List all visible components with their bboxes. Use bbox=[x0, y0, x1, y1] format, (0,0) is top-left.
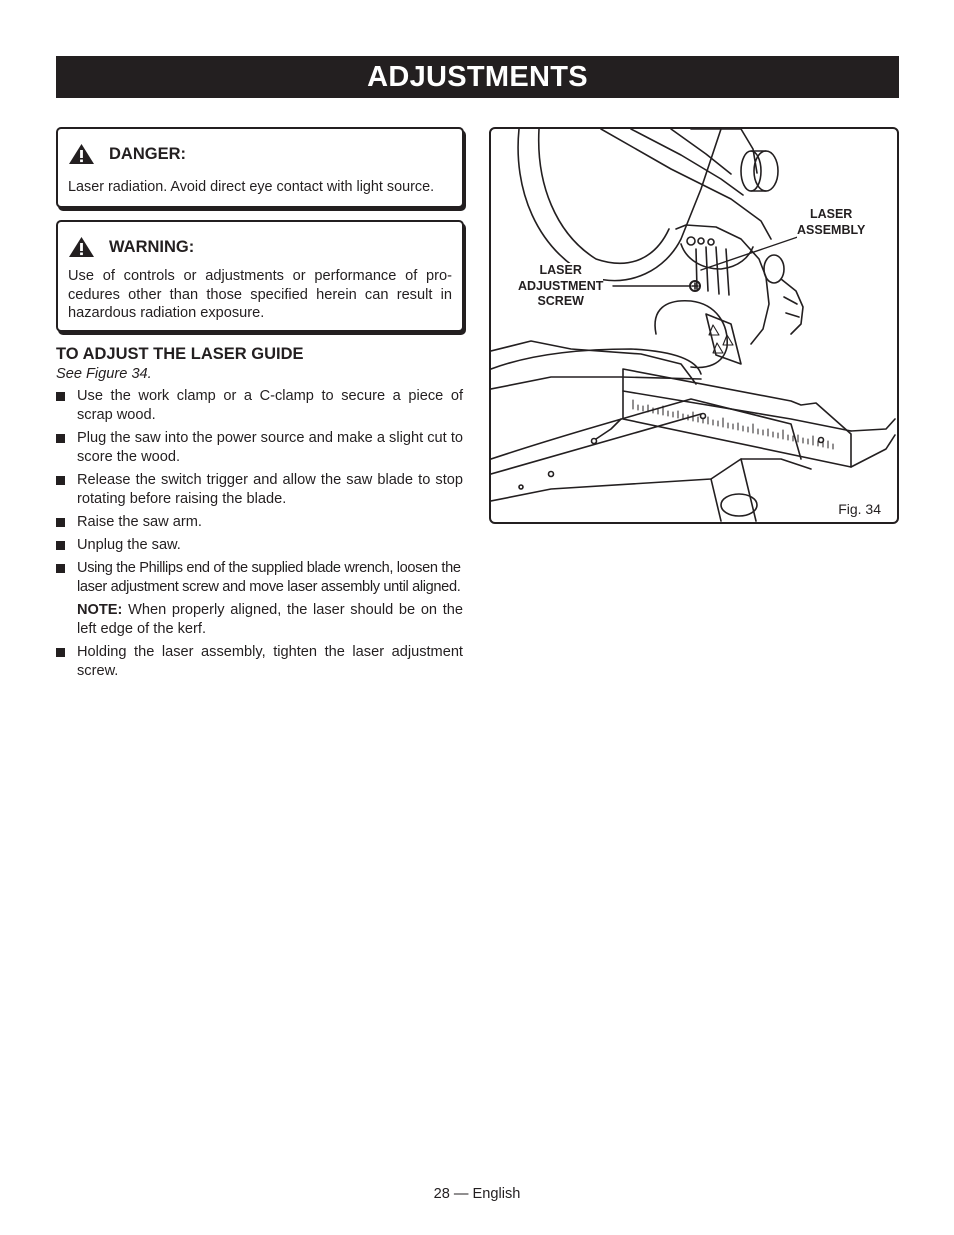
warning-title-row bbox=[68, 236, 462, 258]
fence bbox=[623, 369, 851, 467]
danger-title-row bbox=[68, 143, 462, 165]
warning-title: WARNING: bbox=[109, 237, 195, 256]
page-title-text: ADJUSTMENTS bbox=[367, 60, 588, 93]
bullet-square-icon bbox=[56, 518, 65, 527]
page-footer: 28 — English bbox=[433, 1186, 521, 1202]
bullet-square-icon bbox=[56, 392, 65, 401]
bullet-square-icon bbox=[56, 541, 65, 550]
note-label: NOTE: bbox=[77, 602, 123, 618]
list-item: Unplug the saw. bbox=[56, 536, 463, 555]
bullet-square-icon bbox=[56, 476, 65, 485]
alert-triangle-icon bbox=[68, 236, 95, 258]
callout-laser-adjustment-screw: LASER ADJUSTMENT SCREW bbox=[518, 263, 604, 308]
list-item: Raise the saw arm. bbox=[56, 513, 463, 532]
note bbox=[77, 601, 463, 639]
note-text: When properly aligned, the laser should be on the left edge of the kerf. bbox=[77, 602, 463, 637]
section-heading: TO ADJUST THE LASER GUIDE bbox=[56, 345, 304, 363]
figure-label: Fig. 34 bbox=[838, 501, 881, 517]
bullet-square-icon bbox=[56, 564, 65, 573]
danger-title: DANGER: bbox=[109, 144, 186, 163]
list-item: Release the switch trigger and allow the saw blade to stop rotating before raising the blade. bbox=[56, 471, 463, 509]
list-item: Use the work clamp or a C-clamp to secure a piece of scrap wood. bbox=[56, 387, 463, 425]
danger-notice bbox=[56, 127, 464, 208]
list-item: Plug the saw into the power source and make a slight cut to score the wood. bbox=[56, 429, 463, 467]
callout-laser-assembly: LASER ASSEMBLY bbox=[797, 207, 866, 237]
bullet-square-icon bbox=[56, 434, 65, 443]
warning-notice bbox=[56, 220, 464, 332]
danger-text: Laser radiation. Avoid direct eye contact with light source. bbox=[68, 179, 435, 195]
list-item: Holding the laser assembly, tighten the laser adjustment screw. bbox=[56, 643, 463, 681]
miter-saw-illustration bbox=[491, 129, 897, 522]
alert-triangle-icon bbox=[68, 143, 95, 165]
motor-hub bbox=[655, 301, 727, 368]
list-item: Using the Phillips end of the supplied blade wrench, loosen the laser adjustment screw and move laser assembly until aligned. NOTE: When properly aligned, the laser should be on the left edge of the kerf. bbox=[56, 559, 463, 639]
bullet-square-icon bbox=[56, 648, 65, 657]
warning-text: Use of controls or adjustments or performance of pro-cedures other than those specified herein can result in hazardous radiation exposure. bbox=[68, 268, 452, 322]
blade-guard-inner bbox=[539, 129, 669, 263]
saw-arm bbox=[601, 129, 771, 239]
laser-fins bbox=[696, 247, 729, 295]
page-title bbox=[56, 56, 899, 98]
figure-34 bbox=[489, 127, 899, 524]
laser-guide-instructions bbox=[56, 344, 463, 685]
step-list bbox=[56, 387, 463, 681]
figure-reference: See Figure 34. bbox=[56, 366, 152, 382]
